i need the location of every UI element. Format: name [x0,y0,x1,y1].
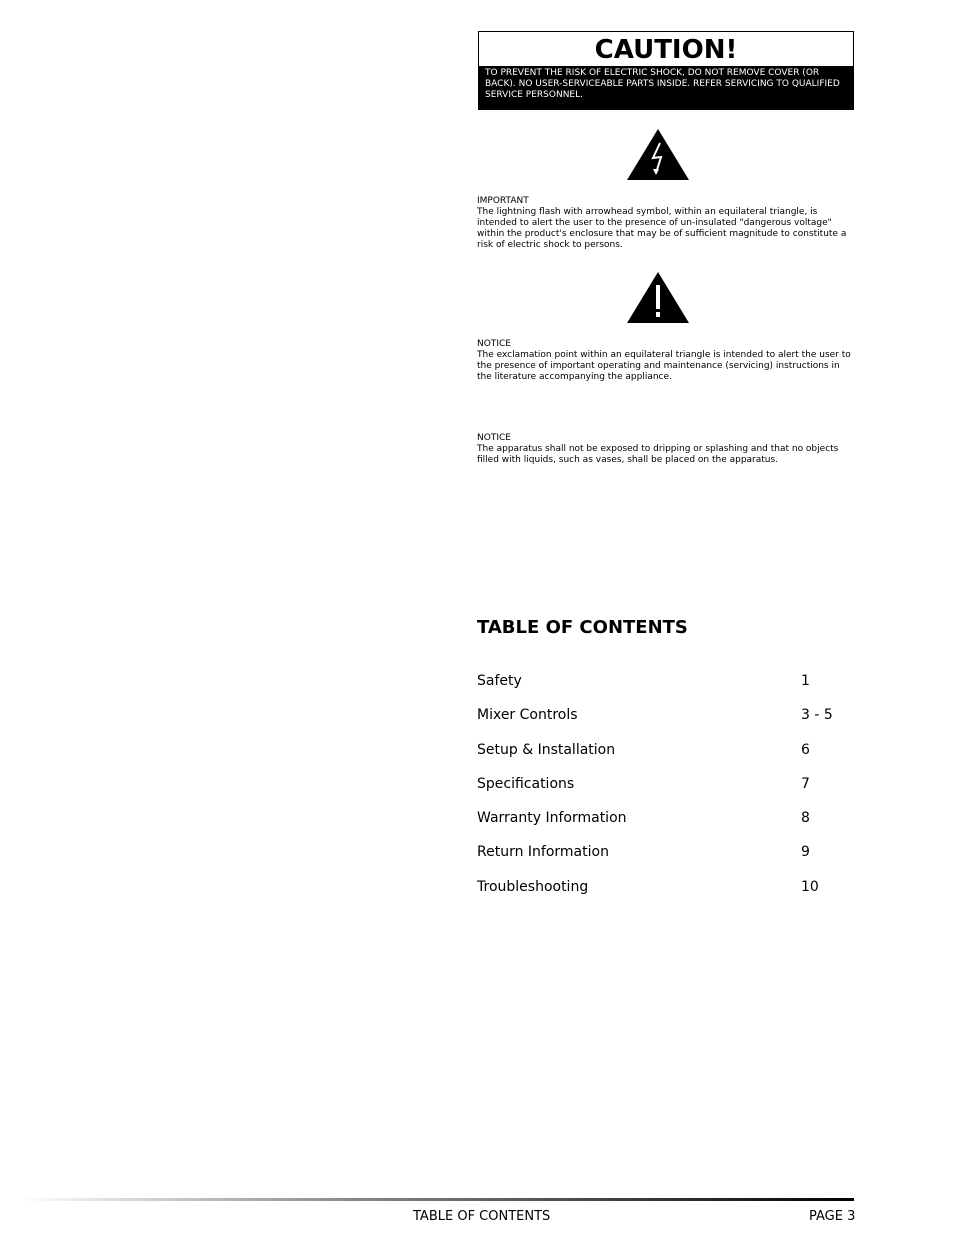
exclamation-warning-icon [627,272,689,324]
toc-entry [477,673,857,707]
toc-title: TABLE OF CONTENTS [477,617,688,638]
toc-entry-page: 7 [801,775,810,792]
toc-entry-label: Troubleshooting [477,878,589,895]
footer-page-number: PAGE 3 [809,1209,856,1224]
toc-entry-page: 6 [801,741,810,758]
toc-entry-page: 1 [801,673,810,689]
toc-entry-label: Mixer Controls [477,707,578,724]
toc-entry-label: Specifications [477,775,575,792]
caution-box [478,31,854,110]
lightning-warning-icon [627,129,689,181]
notice-label: IMPORTANT [477,196,529,206]
toc-list [477,673,857,913]
notice-label: NOTICE [477,433,511,443]
notice-liquids [477,433,857,466]
notice-text: The exclamation point within an equilateral triangle is intended to alert the user to the presence of important operating and maintenance (servicing) instructions in the literature accompanying the appliance. [477,350,851,382]
toc-entry-label: Warranty Information [477,810,627,827]
notice-label: NOTICE [477,339,511,349]
footer-section: TABLE OF CONTENTS [413,1209,551,1224]
toc-entry [477,844,857,878]
caution-message: TO PREVENT THE RISK OF ELECTRIC SHOCK, DO NOT REMOVE COVER (OR BACK). NO USER-SERVICEABLE PARTS INSIDE. REFER SERVICING TO QUALIFIED SERVICE PERSONNEL. [485,68,840,100]
notice-text: The apparatus shall not be exposed to dripping or splashing and that no objects filled with liquids, such as vases, shall be placed on the apparatus. [477,444,839,465]
toc-entry-label: Safety [477,673,522,689]
notice-exclamation [477,339,857,383]
toc-entry-page: 8 [801,810,810,827]
toc-entry-label: Setup & Installation [477,741,616,758]
caution-title: CAUTION! [479,32,853,66]
toc-entry [477,742,857,776]
notice-important [477,196,857,251]
toc-entry [477,776,857,810]
notice-text: The lightning flash with arrowhead symbol, within an equilateral triangle, is intended to alert the user to the presence of un-insulated "dangerous voltage" within the product's enclosure that may be of sufficient magnitude to constitute a risk of electric shock to persons. [477,207,847,250]
toc-entry-label: Return Information [477,844,609,861]
toc-entry-page: 9 [801,844,810,861]
toc-entry [477,707,857,741]
toc-entry [477,879,857,913]
toc-entry-page: 3 - 5 [801,707,833,724]
footer-rule [20,1198,854,1201]
toc-entry-page: 10 [801,878,819,895]
toc-entry [477,810,857,844]
